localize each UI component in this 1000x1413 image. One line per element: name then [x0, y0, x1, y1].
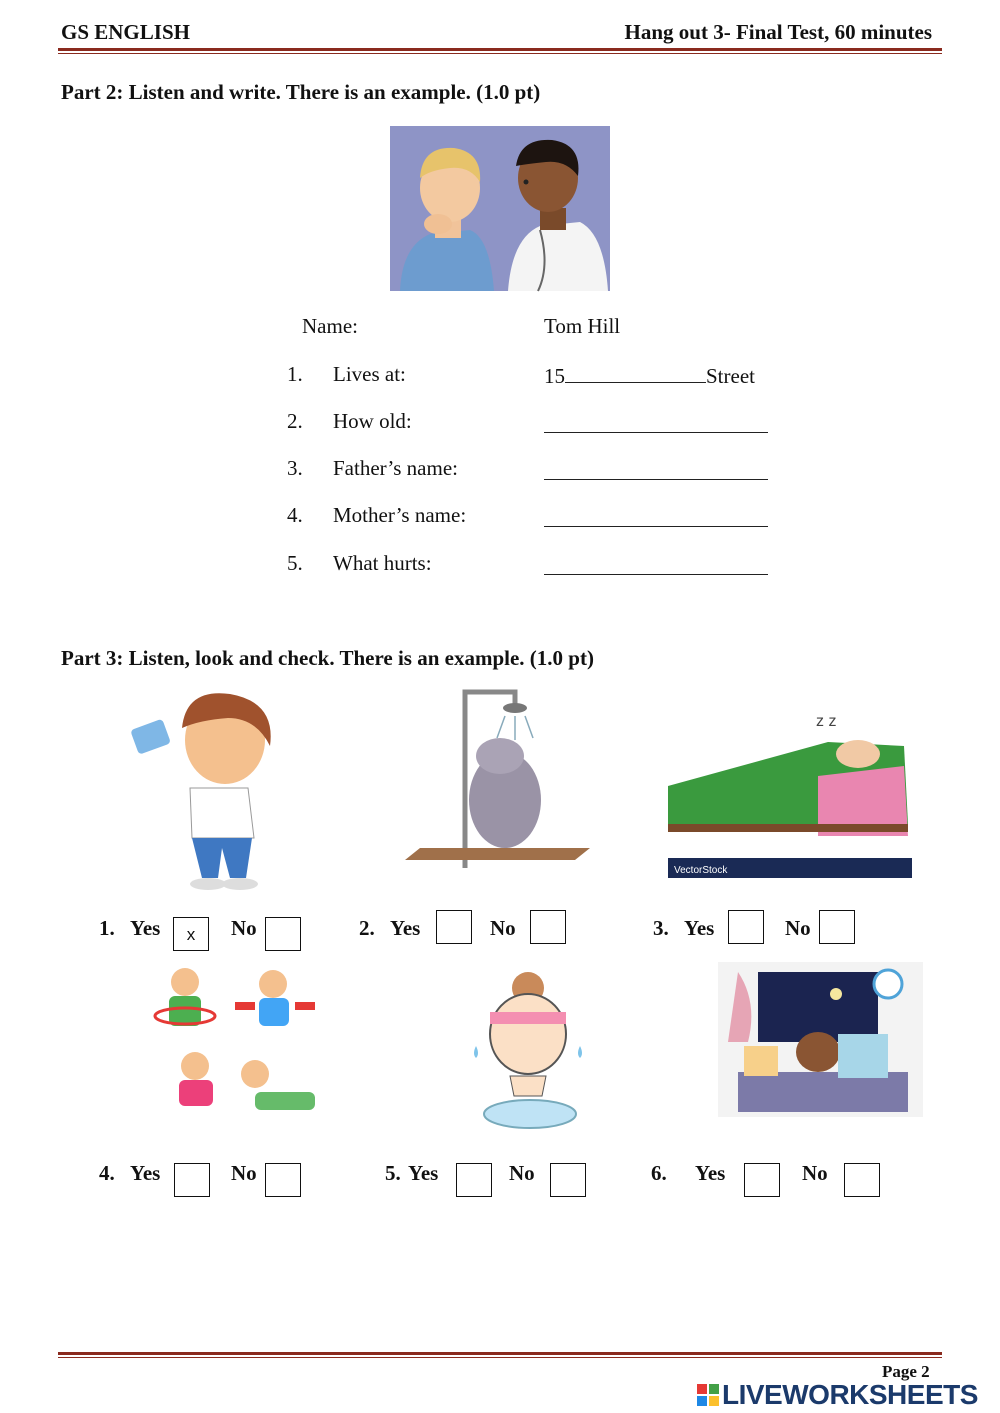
row2-number: 2.	[287, 409, 303, 433]
row1-blank[interactable]	[565, 362, 706, 383]
q6-no-label: No	[802, 1161, 828, 1185]
q3-yes-checkbox[interactable]	[728, 910, 764, 944]
q1-yes-label: Yes	[130, 916, 161, 940]
row3-blank[interactable]	[544, 459, 768, 480]
sleeping-in-bed-illustration	[668, 706, 913, 881]
row2-label: How old:	[333, 409, 412, 433]
q1-yes-checkbox[interactable]: x	[173, 917, 209, 951]
q4-no-label: No	[231, 1161, 257, 1185]
liveworksheets-logo	[697, 1379, 978, 1411]
q2-no-label: No	[490, 916, 516, 940]
row2-blank[interactable]	[544, 412, 768, 433]
row4-number: 4.	[287, 503, 303, 527]
row3-number: 3.	[287, 456, 303, 480]
footer-rule	[58, 1352, 942, 1355]
header-left: GS ENGLISH	[61, 20, 190, 44]
kids-exercising-illustration	[155, 966, 325, 1126]
name-value: Tom Hill	[544, 314, 621, 338]
q1-no-checkbox[interactable]	[265, 917, 301, 951]
q2-no-checkbox[interactable]	[530, 910, 566, 944]
row1-number: 1.	[287, 362, 303, 386]
page-number: Page 2	[882, 1362, 930, 1381]
part3-title: Part 3: Listen, look and check. There is an example. (1.0 pt)	[61, 646, 594, 670]
row1-prefix: 15	[544, 364, 565, 388]
q6-yes-label: Yes	[695, 1161, 726, 1185]
row4-blank[interactable]	[544, 506, 768, 527]
q1-no-label: No	[231, 916, 257, 940]
row5-blank[interactable]	[544, 554, 768, 575]
svg-text:z z: z z	[816, 713, 837, 730]
row4-label: Mother’s name:	[333, 503, 467, 527]
q3-yes-label: Yes	[684, 916, 715, 940]
part2-title: Part 2: Listen and write. There is an example. (1.0 pt)	[61, 80, 541, 104]
q3-number: 3.	[653, 916, 669, 940]
q4-yes-label: Yes	[130, 1161, 161, 1185]
q1-number: 1.	[99, 916, 115, 940]
hippo-shower-illustration	[405, 688, 590, 873]
row5-label: What hurts:	[333, 551, 432, 575]
row1-answer	[544, 362, 755, 389]
row5-number: 5.	[287, 551, 303, 575]
q6-number: 6.	[651, 1161, 667, 1185]
footer-rule-thin	[58, 1357, 942, 1358]
q4-number: 4.	[99, 1161, 115, 1185]
q2-yes-checkbox[interactable]	[436, 910, 472, 944]
q6-yes-checkbox[interactable]	[744, 1163, 780, 1197]
row1-suffix: Street	[706, 364, 755, 388]
drinking-water-illustration	[130, 688, 285, 898]
studying-at-night-illustration	[718, 962, 923, 1117]
q4-yes-checkbox[interactable]	[174, 1163, 210, 1197]
q3-no-checkbox[interactable]	[819, 910, 855, 944]
washing-face-illustration	[470, 966, 590, 1136]
q5-yes-checkbox[interactable]	[456, 1163, 492, 1197]
q5-yes-label: Yes	[408, 1161, 439, 1185]
row3-label: Father’s name:	[333, 456, 458, 480]
row1-label: Lives at:	[333, 362, 406, 386]
q5-no-label: No	[509, 1161, 535, 1185]
q2-yes-label: Yes	[390, 916, 421, 940]
liveworksheets-brand: LIVEWORKSHEETS	[722, 1379, 978, 1410]
q5-no-checkbox[interactable]	[550, 1163, 586, 1197]
q3-no-label: No	[785, 916, 811, 940]
header-right: Hang out 3- Final Test, 60 minutes	[624, 20, 932, 44]
q6-no-checkbox[interactable]	[844, 1163, 880, 1197]
liveworksheets-icon	[697, 1384, 719, 1406]
q4-no-checkbox[interactable]	[265, 1163, 301, 1197]
name-label: Name:	[302, 314, 358, 338]
vectorstock-watermark: VectorStock	[674, 865, 728, 876]
q5-number: 5.	[385, 1161, 401, 1185]
doctor-patient-illustration	[390, 126, 610, 291]
header-rule-thin	[58, 53, 942, 54]
q2-number: 2.	[359, 916, 375, 940]
header-rule	[58, 48, 942, 51]
